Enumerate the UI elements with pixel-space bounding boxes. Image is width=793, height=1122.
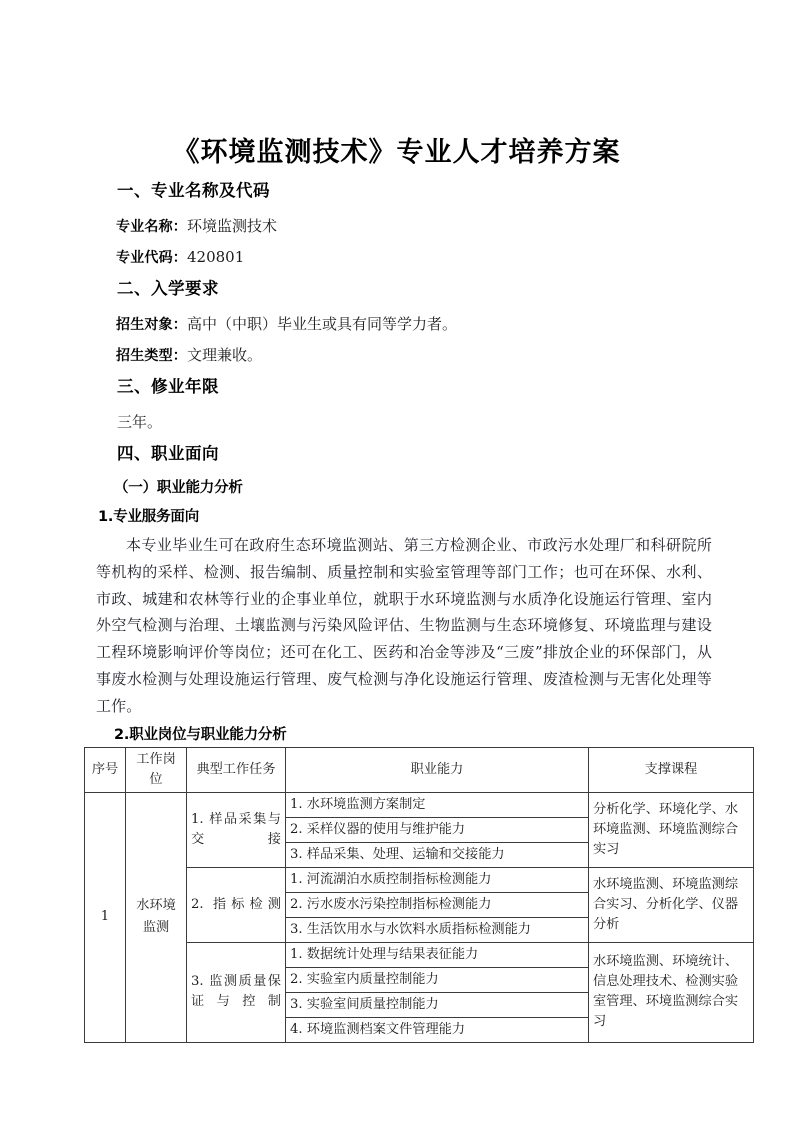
cell-ability: 1. 数据统计处理与结果表征能力 (286, 942, 589, 967)
cell-post (126, 792, 187, 1042)
cell-seq: 1 (85, 792, 126, 1042)
enrollment-target-value: 高中（中职）毕业生或具有同等学力者。 (187, 315, 458, 333)
section-heading-3: 三、修业年限 (117, 377, 219, 396)
cell-course: 水环境监测、环境统计、信息处理技术、检测实验室管理、环境监测综合实习 (589, 942, 754, 1042)
section-heading-1: 一、专业名称及代码 (117, 181, 270, 200)
cell-ability: 4. 环境监测档案文件管理能力 (286, 1017, 589, 1042)
cell-ability: 3. 样品采集、处理、运输和交接能力 (286, 842, 589, 867)
subsection-heading-service-scope: 1.专业服务面向 (98, 509, 199, 525)
cell-ability: 2. 污水废水污染控制指标检测能力 (286, 892, 589, 917)
cell-task: 3. 监测质量保证与控制 (187, 942, 286, 1042)
career-ability-table (84, 747, 754, 1043)
header-post: 工作岗位 (126, 747, 187, 792)
enrollment-type-label: 招生类型： (116, 348, 187, 364)
table-row (85, 792, 754, 817)
enrollment-type-line (96, 341, 712, 370)
header-ability: 职业能力 (286, 747, 589, 792)
table-body (85, 792, 754, 1042)
cell-ability: 3. 生活饮用水与水饮料水质指标检测能力 (286, 917, 589, 942)
table-header (85, 747, 754, 792)
major-code-line (96, 243, 712, 272)
cell-task: 1. 样品采集与交接 (187, 792, 286, 867)
major-code-value: 420801 (187, 248, 245, 266)
enrollment-type-value: 文理兼收。 (187, 346, 263, 364)
cell-ability: 2. 采样仪器的使用与维护能力 (286, 817, 589, 842)
enrollment-target-line (96, 310, 712, 339)
major-code-label: 专业代码： (116, 250, 187, 266)
cell-task: 2. 指标检测 (187, 867, 286, 942)
cell-post-text: 水环境监测 (136, 898, 176, 936)
enrollment-target-label: 招生对象： (116, 317, 187, 333)
header-course: 支撑课程 (589, 747, 754, 792)
subsection-heading-career-ability: （一）职业能力分析 (114, 480, 243, 496)
cell-ability: 1. 河流湖泊水质控制指标检测能力 (286, 867, 589, 892)
cell-ability: 1. 水环境监测方案制定 (286, 792, 589, 817)
document-content (91, 176, 739, 1043)
section-heading-2: 二、入学要求 (117, 279, 219, 298)
header-task: 典型工作任务 (187, 747, 286, 792)
duration-value: 三年。 (117, 413, 163, 431)
cell-ability: 3. 实验室间质量控制能力 (286, 992, 589, 1017)
cell-ability: 2. 实验室内质量控制能力 (286, 967, 589, 992)
major-name-label: 专业名称： (116, 219, 187, 235)
cell-course: 水环境监测、环境监测综合实习、分析化学、仪器分析 (589, 867, 754, 942)
service-scope-paragraph: 本专业毕业生可在政府生态环境监测站、第三方检测企业、市政污水处理厂和科研院所等机构的采样、检测、报告编制、质量控制和实验室管理等部门工作；也可在环保、水利、市政、城建和农林等行业的企事业单位，就职于水环境监测与水质净化设施运行管理、室内外空气检测与治理、土壤监测与污染风险评估、生物监测与生态环境修复、环境监理与建设工程环境影响评价等岗位；还可在化工、医药和冶金等涉及“三废”排放企业的环保部门，从事废水检测与处理设施运行管理、废气检测与净化设施运行管理、废渣检测与无害化处理等工作。 (96, 536, 712, 715)
subsection-heading-post-ability: 2.职业岗位与职业能力分析 (114, 726, 287, 743)
header-seq: 序号 (85, 747, 126, 792)
page-title: 《环境监测技术》专业人才培养方案 (172, 137, 621, 169)
major-name-line (96, 212, 712, 241)
cell-course: 分析化学、环境化学、水环境监测、环境监测综合实习 (589, 792, 754, 867)
table-header-row (85, 747, 754, 792)
section-heading-4: 四、职业面向 (117, 444, 219, 463)
major-name-value: 环境监测技术 (187, 217, 278, 235)
